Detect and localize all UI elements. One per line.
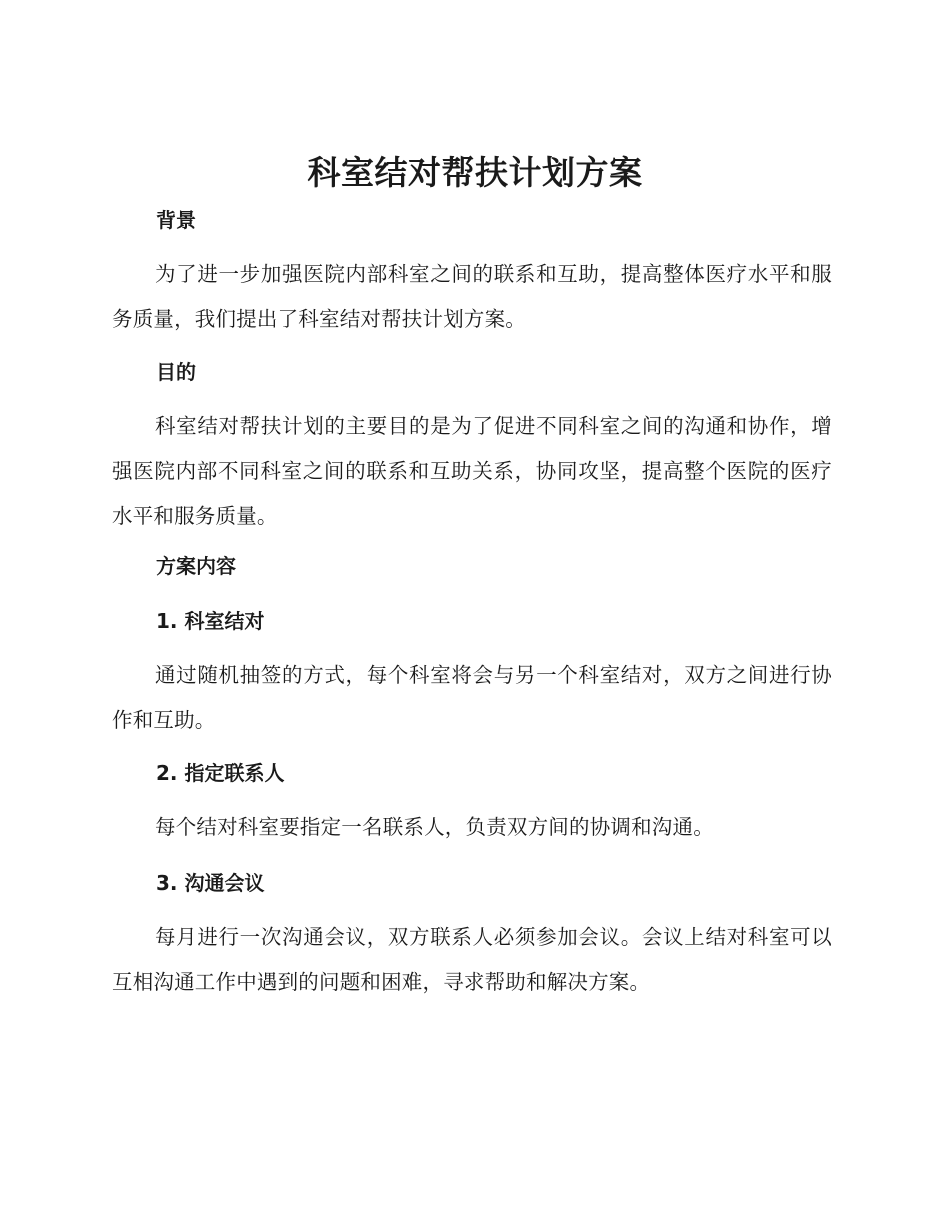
section-heading-background: 背景 <box>156 208 196 232</box>
section-text-purpose: 科室结对帮扶计划的主要目的是为了促进不同科室之间的沟通和协作，增强医院内部不同科室之间的联系和互助关系，协同攻坚，提高整个医院的医疗水平和服务质量。 <box>112 414 832 528</box>
section-heading-content: 方案内容 <box>156 554 236 578</box>
section-text-pairing: 通过随机抽签的方式，每个科室将会与另一个科室结对，双方之间进行协作和互助。 <box>112 663 832 732</box>
section-text-meeting: 每月进行一次沟通会议，双方联系人必须参加会议。会议上结对科室可以互相沟通工作中遇到的问题和困难，寻求帮助和解决方案。 <box>112 925 832 994</box>
document-title: 科室结对帮扶计划方案 <box>307 153 643 192</box>
section-text-contact: 每个结对科室要指定一名联系人，负责双方间的协调和沟通。 <box>155 815 714 839</box>
section-heading-meeting: 3. 沟通会议 <box>156 871 265 895</box>
section-text-background: 为了进一步加强医院内部科室之间的联系和互助，提高整体医疗水平和服务质量，我们提出了科室结对帮扶计划方案。 <box>112 262 832 331</box>
section-heading-pairing: 1. 科室结对 <box>156 609 265 633</box>
section-heading-contact: 2. 指定联系人 <box>156 761 285 785</box>
section-heading-purpose: 目的 <box>156 360 196 384</box>
